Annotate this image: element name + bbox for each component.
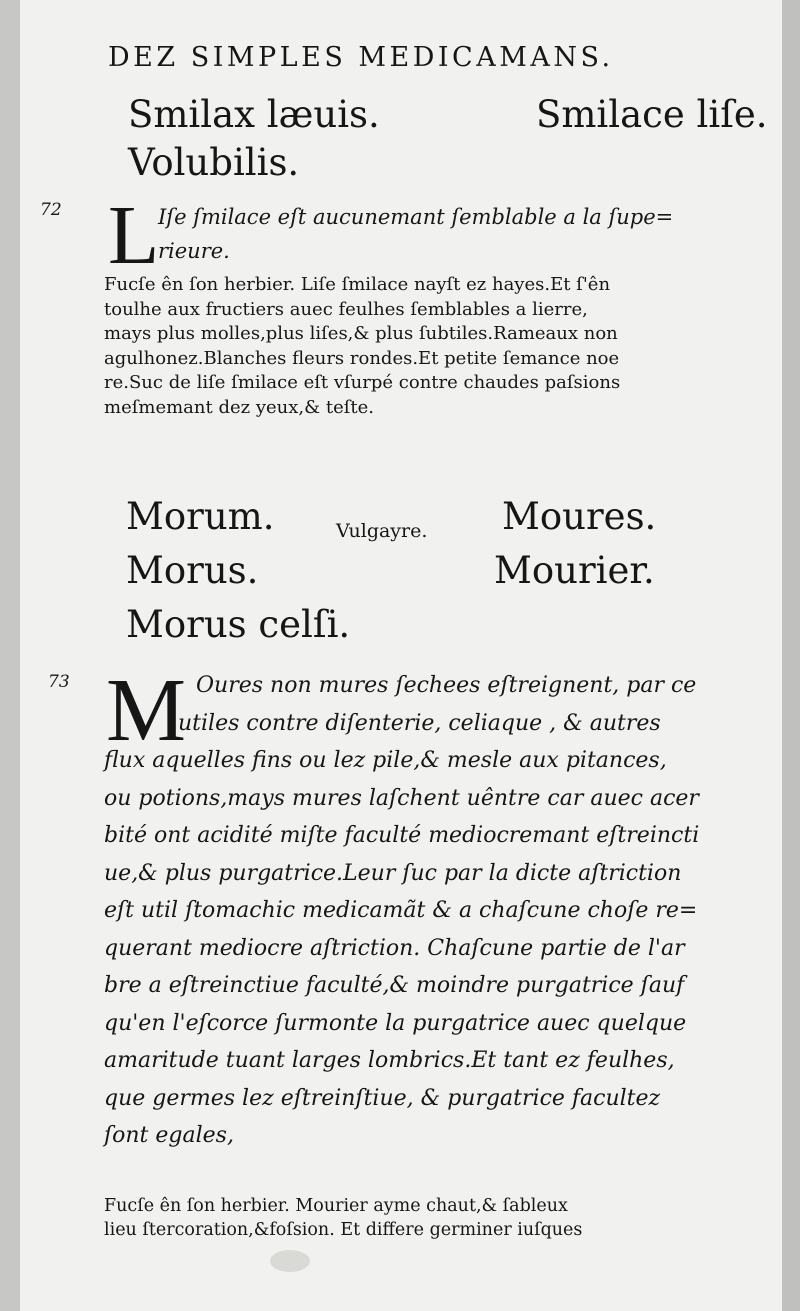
text-line: ſont egales, bbox=[104, 1123, 234, 1148]
text-line: que germes lez eſtreinſtiue, & purgatrice facultez bbox=[104, 1085, 661, 1111]
smilax-latin-name: Smilax læuis. bbox=[128, 93, 380, 136]
smilax-latin-synonym: Volubilis. bbox=[128, 141, 300, 184]
text-line: utiles contre diſenterie, celiaque , & autres bbox=[178, 710, 661, 736]
morus-latin-name-1: Morum. bbox=[126, 495, 275, 538]
smilax-italic-text bbox=[158, 200, 673, 268]
text-line: re.Suc de liſe ſmilace eſt vſurpé contre chaudes paſsions bbox=[104, 372, 621, 393]
text-line: lieu ſtercoration,&foſsion. Et differe germiner iuſques bbox=[104, 1220, 583, 1240]
text-line: agulhonez.Blanches fleurs rondes.Et petite ſemance noe bbox=[104, 347, 620, 369]
text-line: rieure. bbox=[158, 239, 230, 263]
text-line: Fucſe ên ſon herbier. Liſe ſmilace nayſt ez hayes.Et ſ'ên bbox=[104, 274, 611, 295]
text-line: Fucſe ên ſon herbier. Mourier ayme chaut,& ſableux bbox=[104, 1196, 568, 1216]
text-line: qu'en l'eſcorce ſurmonte la purgatrice auec quelque bbox=[104, 1010, 687, 1036]
margin-number-73: 73 bbox=[48, 672, 70, 692]
text-line: Iſe ſmilace eſt aucunemant ſemblable a la ſupe= bbox=[158, 205, 674, 229]
text-line: ue,& plus purgatrice.Leur ſuc par la dicte aſtriction bbox=[104, 860, 682, 886]
text-line: querant mediocre aſtriction. Chaſcune partie de l'ar bbox=[104, 935, 685, 961]
page-smudge bbox=[270, 1250, 310, 1272]
text-line: meſmemant dez yeux,& teſte. bbox=[104, 396, 375, 418]
text-line: amaritude tuant larges lombrics.Et tant ez feulhes, bbox=[104, 1048, 675, 1073]
margin-number-72: 72 bbox=[40, 200, 62, 220]
page-edge-right bbox=[782, 0, 800, 1311]
text-line: flux aquelles fins ou lez pile,& mesle aux pitances, bbox=[104, 748, 667, 773]
text-line: toulhe aux fructiers auec feulhes ſemblables a lierre, bbox=[104, 298, 588, 320]
text-line: mays plus molles,plus liſes,& plus ſubtiles.Rameaux non bbox=[104, 323, 618, 344]
morus-italic-text bbox=[104, 661, 700, 1155]
morus-french-name-1: Moures. bbox=[502, 495, 657, 538]
vulgar-label: Vulgayre. bbox=[336, 520, 428, 542]
text-line: bité ont acidité miſte faculté mediocremant eſtreincti bbox=[104, 823, 700, 848]
drop-cap-m: M bbox=[106, 661, 187, 760]
smilax-french-name: Smilace liſe. bbox=[536, 93, 768, 136]
morus-description bbox=[104, 1194, 582, 1242]
text-line: bre a eſtreinctiue faculté,& moindre purgatrice ſauf bbox=[104, 973, 685, 998]
text-line: Oures non mures ſechees eſtreignent, par ce bbox=[196, 673, 697, 698]
page-edge-left bbox=[0, 0, 20, 1311]
drop-cap-l: L bbox=[108, 189, 160, 282]
morus-french-name-2: Mourier. bbox=[494, 549, 655, 592]
text-line: ou potions,mays mures laſchent uêntre car auec acer bbox=[104, 785, 699, 811]
text-line: eſt util ſtomachic medicamãt & a chaſcune choſe re= bbox=[104, 898, 698, 923]
morus-latin-name-2: Morus. bbox=[126, 549, 259, 592]
morus-latin-name-3: Morus celſi. bbox=[126, 603, 351, 646]
smilax-description bbox=[104, 273, 620, 420]
running-header: DEZ SIMPLES MEDICAMANS. bbox=[108, 42, 614, 73]
